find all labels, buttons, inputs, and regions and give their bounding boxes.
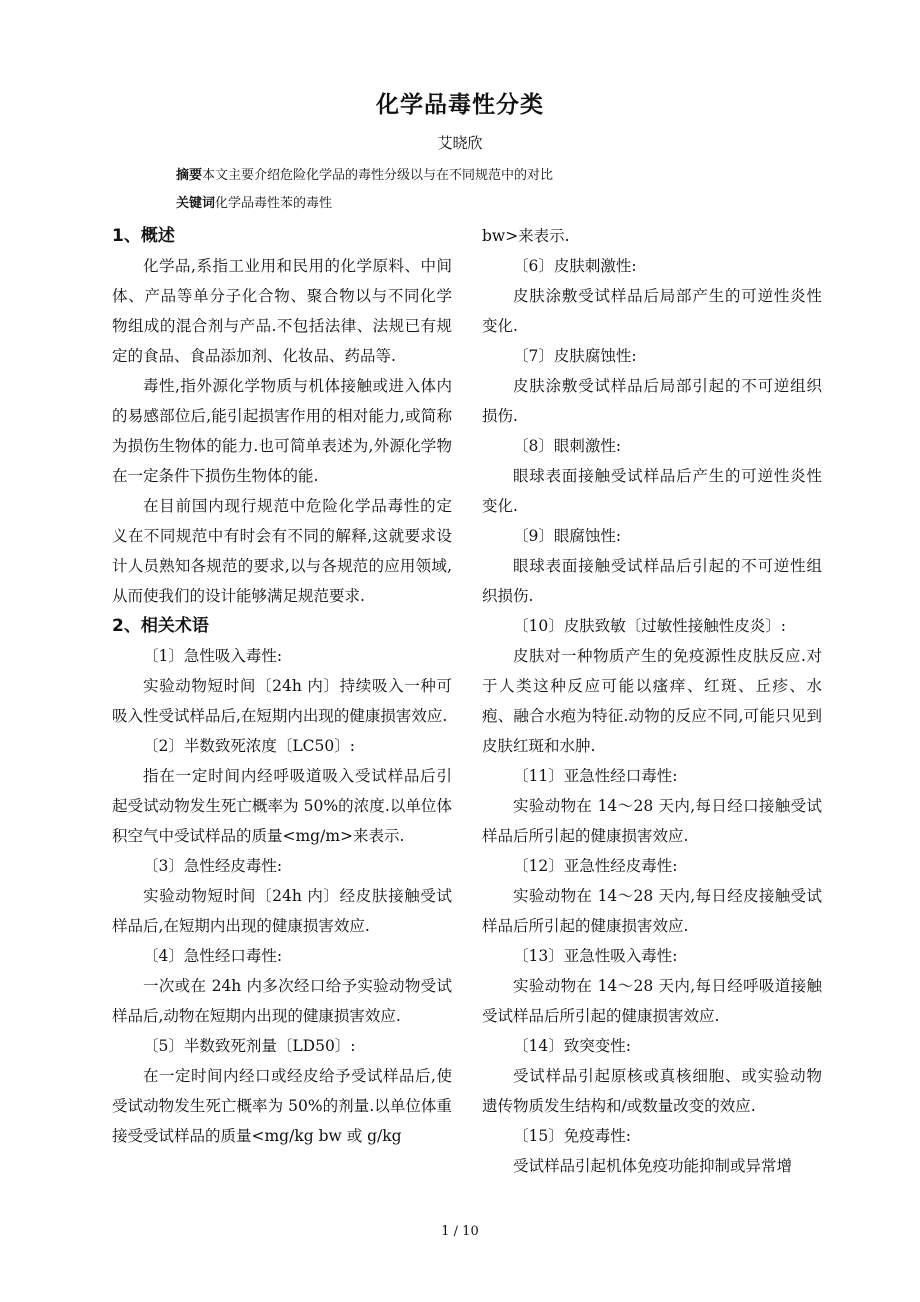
term-definition: 实验动物在 14～28 天内,每日经皮接触受试样品后所引起的健康损害效应. [482, 887, 822, 935]
term-heading: 〔7〕皮肤腐蚀性: [513, 347, 637, 365]
author-name: 艾晓欣 [437, 134, 483, 152]
keywords-label: 关键词 [176, 196, 216, 211]
term-definition: 实验动物在 14～28 天内,每日经呼吸道接触受试样品后所引起的健康损害效应. [482, 977, 822, 1025]
term-definition: 实验动物在 14～28 天内,每日经口接触受试样品后所引起的健康损害效应. [482, 797, 822, 845]
term-definition: 眼球表面接触受试样品后引起的不可逆性组织损伤. [482, 557, 822, 605]
term-heading: 〔15〕免疫毒性: [513, 1127, 631, 1145]
term-heading: 〔3〕急性经皮毒性: [143, 857, 283, 875]
term-heading: 〔8〕眼刺激性: [513, 437, 622, 455]
section-heading-overview: 1、概述 [112, 226, 175, 246]
paragraph: 化学品,系指工业用和民用的化学原料、中间体、产品等单分子化合物、聚合物以与不同化学物组成的混合剂与产品.不包括法律、法规已有规定的食品、食品添加剂、化妆品、药品等. [112, 257, 452, 365]
term-definition: 一次或在 24h 内多次经口给予实验动物受试样品后,动物在短期内出现的健康损害效应. [112, 977, 452, 1025]
term-definition: 皮肤涂敷受试样品后局部产生的可逆性炎性变化. [482, 287, 822, 335]
document-title: 化学品毒性分类 [376, 92, 544, 118]
term-heading: 〔12〕亚急性经皮毒性: [513, 857, 678, 875]
term-definition: 指在一定时间内经呼吸道吸入受试样品后引起受试动物发生死亡概率为 50%的浓度.以单位体积空气中受试样品的质量<mg/m>来表示. [112, 767, 452, 845]
term-definition: 眼球表面接触受试样品后产生的可逆性炎性变化. [482, 467, 822, 515]
abstract-line [176, 164, 776, 183]
abstract-label: 摘要 [176, 168, 203, 183]
term-heading: 〔13〕亚急性吸入毒性: [513, 947, 678, 965]
left-column [112, 221, 452, 1151]
term-heading: 〔10〕皮肤致敏〔过敏性接触性皮炎〕: [513, 617, 786, 635]
keywords-line [176, 192, 776, 211]
right-column [482, 221, 822, 1181]
continued-text: bw>来表示. [482, 227, 570, 245]
term-definition: 皮肤对一种物质产生的免疫源性皮肤反应.对于人类这种反应可能以瘙痒、红斑、丘疹、水疱、融合水疱为特征.动物的反应不同,可能只见到皮肤红斑和水肿. [482, 647, 822, 755]
term-heading: 〔1〕急性吸入毒性: [143, 647, 283, 665]
term-heading: 〔11〕亚急性经口毒性: [513, 767, 678, 785]
paragraph: 在目前国内现行规范中危险化学品毒性的定义在不同规范中有时会有不同的解释,这就要求设计人员熟知各规范的要求,以与各规范的应用领域,从而使我们的设计能够满足规范要求. [112, 497, 452, 605]
term-heading: 〔9〕眼腐蚀性: [513, 527, 622, 545]
term-heading: 〔4〕急性经口毒性: [143, 947, 283, 965]
keywords-text: 化学品毒性苯的毒性 [215, 196, 333, 211]
term-heading: 〔5〕半数致死剂量〔LD50〕: [143, 1037, 356, 1055]
term-heading: 〔14〕致突变性: [513, 1037, 631, 1055]
page-number: 1 / 10 [441, 1224, 479, 1239]
term-definition: 实验动物短时间〔24h 内〕持续吸入一种可吸入性受试样品后,在短期内出现的健康损害效应. [112, 677, 452, 725]
term-heading: 〔6〕皮肤刺激性: [513, 257, 637, 275]
term-definition: 受试样品引起原核或真核细胞、或实验动物遗传物质发生结构和/或数量改变的效应. [482, 1067, 822, 1115]
abstract-text: 本文主要介绍危险化学品的毒性分级以与在不同规范中的对比 [202, 168, 554, 183]
paragraph: 毒性,指外源化学物质与机体接触或进入体内的易感部位后,能引起损害作用的相对能力,或简称为损伤生物体的能力.也可简单表述为,外源化学物在一定条件下损伤生物体的能. [112, 377, 452, 485]
term-definition: 在一定时间内经口或经皮给予受试样品后,使受试动物发生死亡概率为 50%的剂量.以单位体重接受受试样品的质量<mg/kg bw 或 g/kg [112, 1067, 452, 1145]
term-definition: 受试样品引起机体免疫功能抑制或异常增 [513, 1157, 793, 1175]
section-heading-terms: 2、相关术语 [112, 616, 209, 636]
term-heading: 〔2〕半数致死浓度〔LC50〕: [143, 737, 355, 755]
term-definition: 皮肤涂敷受试样品后局部引起的不可逆组织损伤. [482, 377, 822, 425]
term-definition: 实验动物短时间〔24h 内〕经皮肤接触受试样品后,在短期内出现的健康损害效应. [112, 887, 452, 935]
